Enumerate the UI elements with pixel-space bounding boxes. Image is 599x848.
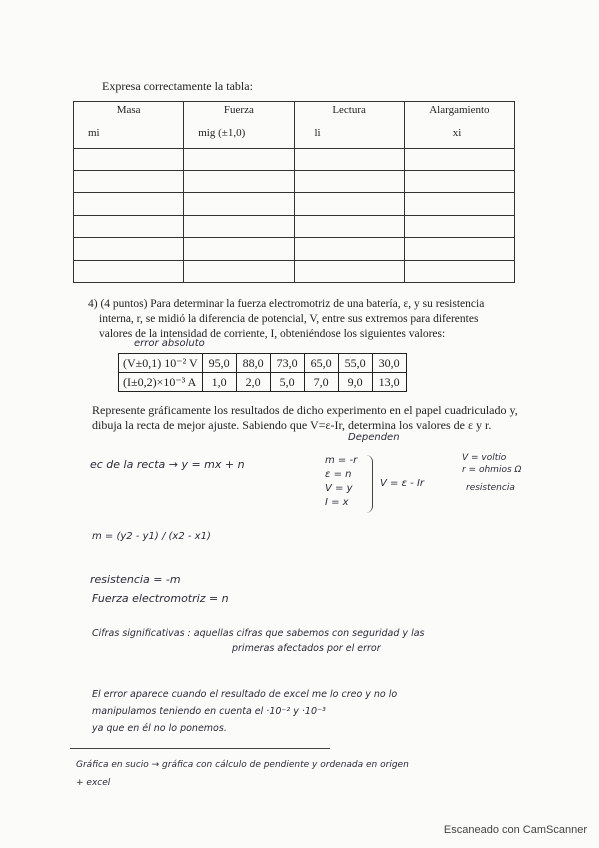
instruction-text: Expresa correctamente la tabla: [102, 79, 253, 93]
cell: 73,0 [270, 354, 304, 373]
table-row [74, 148, 515, 170]
cell: 9,0 [338, 373, 372, 392]
cell: 30,0 [372, 354, 406, 373]
row-label: (I±0,2)×10⁻³ A [119, 373, 203, 392]
hw-line: Cifras significativas : aquellas cifras que sabemos con seguridad y las [92, 628, 425, 639]
cell: 65,0 [304, 354, 338, 373]
header-bottom: mig (±1,0) [198, 127, 246, 139]
hw-v-formula: V = ε - Ir [380, 478, 425, 489]
footer-watermark: Escaneado con CamScanner [443, 824, 587, 836]
hw-cifras [92, 626, 572, 656]
table-row [74, 193, 515, 215]
hw-line: V = y [325, 483, 353, 494]
hw-line: I = x [325, 497, 349, 508]
cell: 13,0 [372, 373, 406, 392]
cell: 88,0 [236, 354, 270, 373]
hw-line: resistencia [466, 483, 515, 493]
divider [70, 748, 330, 749]
hw-fuerza: Fuerza electromotriz = n [92, 592, 229, 605]
question-4 [88, 297, 558, 342]
header-bottom: li [314, 127, 321, 139]
hw-line: + excel [76, 778, 111, 788]
annotation-error-absoluto: error absoluto [134, 338, 205, 349]
table-row [119, 373, 407, 392]
cell: 55,0 [338, 354, 372, 373]
hw-variables [325, 454, 357, 510]
hw-line: r = ohmios Ω [462, 465, 522, 475]
hw-units [462, 452, 521, 494]
header-bottom: mi [88, 127, 100, 139]
question-line: 4) (4 puntos) Para determinar la fuerza electromotriz de una batería, ε, y su resistencia [88, 298, 485, 310]
cell: 1,0 [202, 373, 236, 392]
table-row [74, 215, 515, 237]
header-lectura [294, 102, 404, 149]
header-top: Alargamiento [429, 104, 490, 116]
table-row [119, 354, 407, 373]
brace [366, 455, 373, 513]
header-masa [74, 102, 184, 149]
header-top: Masa [116, 104, 141, 116]
represent-line: dibuja la recta de mejor ajuste. Sabiendo que V=ε-Ir, determina los valores de ε y r. [92, 418, 492, 432]
hw-line: primeras afectados por el error [232, 643, 381, 654]
hw-grafica [76, 756, 556, 792]
represent-line: Represente gráficamente los resultados de dicho experimento en el papel cuadriculado y, [92, 403, 518, 417]
header-top: Fuerza [223, 104, 254, 116]
header-fuerza [184, 102, 294, 149]
hw-resistencia: resistencia = -m [90, 573, 181, 586]
cell: 95,0 [202, 354, 236, 373]
table-row [74, 238, 515, 260]
row-label: (V±0,1) 10⁻² V [119, 354, 203, 373]
header-bottom: xi [452, 127, 462, 139]
header-top: Lectura [332, 104, 366, 116]
hw-error [92, 686, 572, 737]
hw-eq-recta: ec de la recta → y = mx + n [90, 458, 245, 471]
question-line: valores de la intensidad de corriente, I, obteniéndose los siguientes valores: [99, 328, 446, 340]
header-alargamiento [404, 102, 514, 149]
hw-line: Gráfica en sucio → gráfica con cálculo de pendiente y ordenada en origen [76, 760, 409, 770]
data-table [73, 101, 515, 283]
hw-line: El error aparece cuando el resultado de excel me lo creo y no lo [92, 689, 398, 700]
cell: 2,0 [236, 373, 270, 392]
table-row [74, 260, 515, 282]
hw-line: ε = n [325, 469, 352, 480]
annotation-dependen: Dependen [348, 432, 400, 443]
cell: 7,0 [304, 373, 338, 392]
cell: 5,0 [270, 373, 304, 392]
hw-line: V = voltio [462, 453, 507, 463]
represent-text [92, 403, 572, 433]
question-line: interna, r, se midió la diferencia de potencial, V, entre sus extremos para diferentes [99, 313, 479, 325]
hw-line: m = -r [325, 455, 358, 466]
hw-slope: m = (y2 - y1) / (x2 - x1) [92, 531, 211, 542]
hw-line: manipulamos teniendo en cuenta el ·10⁻² y ·10⁻³ [92, 706, 326, 717]
table-row [74, 171, 515, 193]
measurement-table [118, 353, 407, 392]
hw-line: ya que en él no lo ponemos. [92, 723, 227, 734]
